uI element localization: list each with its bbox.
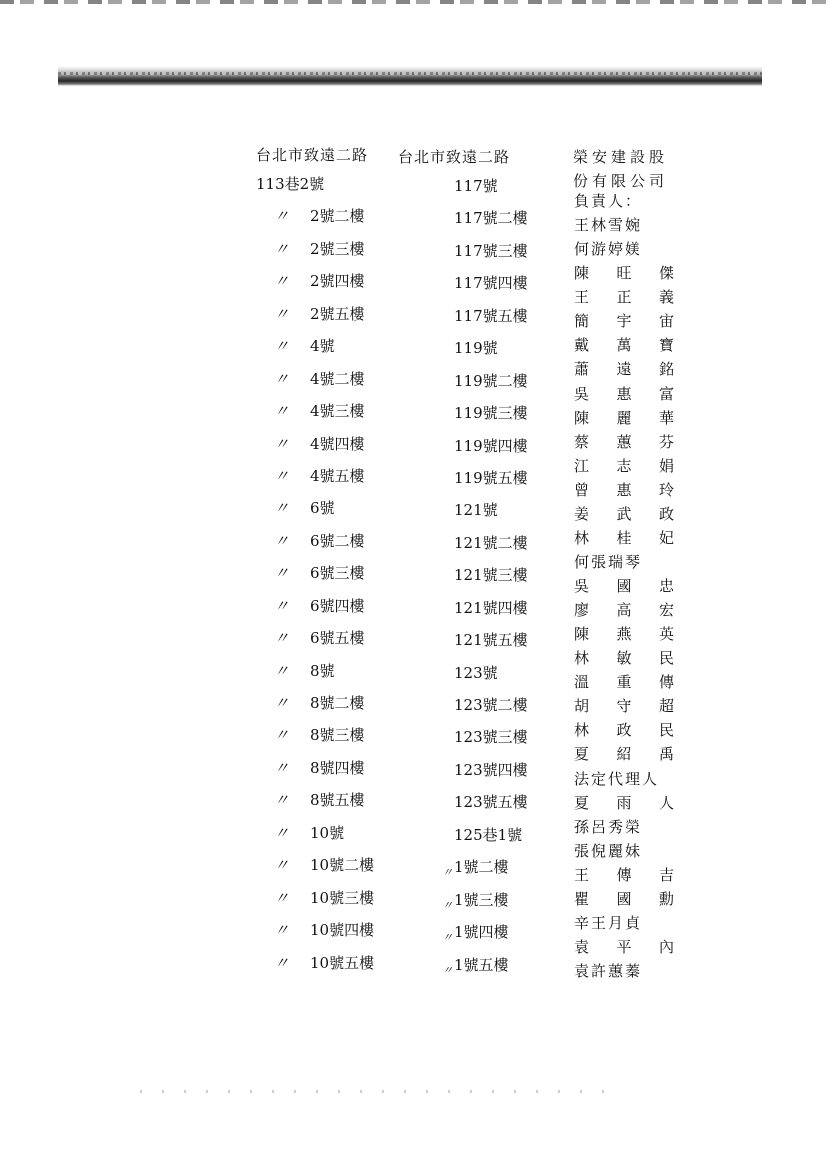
name-char: 寶 — [658, 336, 674, 355]
address-row — [256, 882, 416, 914]
ditto-mark: 〃 — [274, 661, 290, 680]
address-text: 4號三樓 — [310, 402, 365, 421]
ditto-mark: 〃 — [274, 239, 290, 258]
owner-name: 袁許蕙蓁 — [574, 962, 643, 980]
name-char: 傑 — [658, 264, 674, 283]
address-text: 2號二樓 — [310, 207, 365, 226]
address-text: 1號五樓 — [454, 955, 509, 974]
ditto-mark: 〃 — [274, 402, 290, 421]
name-char: 富 — [658, 384, 674, 403]
ditto-mark: 〃 — [274, 207, 290, 226]
address-row — [454, 657, 574, 689]
address-row — [454, 819, 574, 851]
address-text: 10號五樓 — [310, 953, 375, 972]
name-char: 姜 — [574, 504, 590, 523]
address-text: 121號二樓 — [454, 533, 528, 552]
owner-name — [574, 526, 674, 550]
name-char: 內 — [658, 937, 674, 956]
owner-name — [574, 791, 674, 815]
owner-name: 何游婷媄 — [574, 240, 643, 259]
owner-name — [574, 670, 674, 694]
address-row — [454, 527, 574, 559]
name-char: 燕 — [616, 625, 632, 644]
address-text: 4號五樓 — [310, 466, 365, 485]
address-text: 113巷2號 — [256, 175, 325, 193]
header-rule — [58, 66, 762, 86]
name-char: 芬 — [658, 432, 674, 451]
address-text: 119號五樓 — [454, 468, 528, 487]
name-char: 蔡 — [574, 432, 590, 451]
address-text: 10號三樓 — [310, 888, 375, 907]
owner-name-list — [574, 189, 674, 983]
name-char: 宇 — [616, 312, 632, 331]
ditto-mark: 〃 — [274, 823, 290, 842]
name-char: 銘 — [658, 360, 674, 379]
address-row — [442, 916, 574, 948]
ditto-mark: 〃 — [274, 531, 290, 550]
owner-name: 辛王月貞 — [574, 913, 643, 932]
name-char: 林 — [574, 528, 590, 547]
name-char: 政 — [616, 721, 632, 740]
name-char: 蕭 — [574, 360, 590, 379]
address-row — [454, 559, 574, 591]
ditto-mark: 〃 — [274, 564, 290, 583]
owner-name — [574, 694, 674, 718]
ditto-mark: 〃 — [274, 726, 290, 745]
name-char: 志 — [616, 456, 632, 475]
name-char: 夏 — [574, 745, 590, 764]
ditto-mark: 〃 — [274, 791, 290, 810]
owner-name: 孫呂秀榮 — [574, 817, 643, 836]
address-row — [454, 267, 574, 299]
name-char: 政 — [658, 504, 674, 523]
address-row — [256, 428, 416, 460]
address-row — [256, 233, 416, 265]
address-text: 119號二樓 — [454, 371, 528, 390]
name-char: 民 — [658, 721, 674, 740]
name-char: 桂 — [616, 528, 632, 547]
address-text: 10號四樓 — [310, 921, 375, 940]
name-char: 惠 — [616, 480, 632, 499]
name-char: 勳 — [658, 889, 674, 908]
address-text: 6號 — [310, 499, 335, 518]
address-row — [256, 168, 416, 200]
name-char: 江 — [574, 456, 590, 475]
address-row — [454, 786, 574, 818]
address-row — [256, 622, 416, 654]
ditto-mark: 〃 — [274, 758, 290, 777]
address-row — [442, 949, 574, 981]
address-row — [256, 590, 416, 622]
name-char: 旺 — [616, 264, 632, 283]
address-text: 123號三樓 — [454, 728, 528, 747]
address-text: 117號 — [454, 177, 498, 195]
name-char: 高 — [616, 601, 632, 620]
ditto-mark: 〃 — [274, 694, 290, 712]
scan-bottom-specks — [140, 1090, 620, 1093]
address-column-1 — [256, 168, 416, 979]
company-line-1: 榮安建設股 — [573, 148, 669, 166]
address-row — [454, 721, 574, 753]
name-char: 瞿 — [574, 889, 590, 908]
ditto-mark: 〃 — [274, 953, 290, 972]
name-char: 義 — [658, 288, 674, 307]
address-row — [454, 202, 574, 234]
name-char: 遠 — [616, 360, 632, 379]
ditto-mark: 〃 — [274, 921, 290, 940]
address-text: 6號四樓 — [310, 596, 365, 615]
address-text: 10號 — [310, 823, 345, 842]
address-text: 8號 — [310, 661, 335, 680]
company-name — [573, 145, 668, 193]
address-row — [442, 884, 574, 916]
name-char: 溫 — [574, 673, 590, 692]
name-char: 陳 — [574, 264, 590, 283]
col1-street-header: 台北市致遠二路 — [256, 146, 369, 164]
name-char: 吉 — [658, 865, 674, 884]
address-text: 119號 — [454, 339, 498, 358]
legal-representative-label: 法定代理人 — [574, 769, 660, 788]
name-char: 陳 — [574, 625, 590, 644]
address-row — [256, 395, 416, 427]
name-char: 戴 — [574, 336, 590, 355]
address-text: 8號二樓 — [310, 694, 365, 712]
address-row — [256, 687, 416, 719]
address-text: 121號三樓 — [454, 566, 528, 585]
owner-name: 張倪麗妹 — [574, 841, 643, 860]
name-char: 忠 — [658, 577, 674, 595]
owner-name — [574, 622, 674, 646]
address-text: 2號五樓 — [310, 304, 365, 323]
address-text: 4號四樓 — [310, 434, 365, 453]
address-row — [454, 624, 574, 656]
owner-name — [574, 430, 674, 454]
ditto-mark: 〃 — [274, 499, 290, 518]
name-char: 吳 — [574, 384, 590, 403]
address-row — [256, 849, 416, 881]
name-char: 王 — [574, 865, 590, 884]
address-text: 117號三樓 — [454, 241, 528, 260]
address-text: 1號三樓 — [454, 890, 509, 909]
name-char: 萬 — [616, 336, 632, 355]
ditto-mark: 〃 — [442, 931, 453, 945]
scan-top-edge — [0, 0, 832, 4]
address-row — [454, 754, 574, 786]
owner-name — [574, 333, 674, 357]
address-row — [256, 817, 416, 849]
owner-name — [574, 309, 674, 333]
owner-name — [574, 742, 674, 766]
name-char: 武 — [616, 504, 632, 523]
owner-name — [574, 406, 674, 430]
company-line-2: 份有限公司 — [573, 172, 669, 190]
address-text: 8號三樓 — [310, 726, 365, 745]
address-row — [454, 332, 574, 364]
ditto-mark: 〃 — [442, 898, 453, 912]
name-char: 平 — [616, 937, 632, 956]
address-row — [256, 525, 416, 557]
address-row — [256, 200, 416, 232]
address-text: 4號 — [310, 337, 335, 356]
name-char: 林 — [574, 649, 590, 668]
address-text: 123號二樓 — [454, 696, 528, 714]
address-row — [256, 947, 416, 979]
name-char: 正 — [616, 288, 632, 307]
name-char: 華 — [658, 408, 674, 427]
address-row — [454, 430, 574, 462]
ditto-mark: 〃 — [274, 304, 290, 323]
address-text: 2號四樓 — [310, 272, 365, 291]
name-char: 紹 — [616, 745, 632, 764]
address-text: 1號四樓 — [454, 923, 509, 942]
address-row — [256, 330, 416, 362]
name-char: 國 — [616, 889, 632, 908]
name-char: 廖 — [574, 601, 590, 620]
address-text: 119號四樓 — [454, 436, 528, 455]
name-char: 民 — [658, 649, 674, 668]
owner-name — [574, 574, 674, 598]
address-text: 123號五樓 — [454, 793, 528, 812]
name-char: 蕙 — [616, 432, 632, 451]
col2-street-header: 台北市致遠二路 — [398, 148, 511, 166]
name-char: 王 — [574, 288, 590, 307]
name-char: 宏 — [658, 601, 674, 620]
address-row — [454, 592, 574, 624]
address-column-2 — [442, 170, 574, 981]
name-char: 惠 — [616, 384, 632, 403]
address-row — [256, 557, 416, 589]
owner-name — [574, 478, 674, 502]
address-row — [454, 365, 574, 397]
ditto-mark: 〃 — [274, 856, 290, 875]
address-row — [256, 752, 416, 784]
ditto-mark: 〃 — [442, 963, 453, 977]
address-row — [256, 460, 416, 492]
name-char: 英 — [658, 625, 674, 644]
address-text: 125巷1號 — [454, 825, 523, 844]
name-char: 禹 — [658, 745, 674, 764]
owner-name — [574, 285, 674, 309]
address-row — [256, 492, 416, 524]
address-row — [256, 655, 416, 687]
address-row — [454, 397, 574, 429]
name-char: 傳 — [616, 865, 632, 884]
address-row — [454, 300, 574, 332]
ditto-mark: 〃 — [274, 888, 290, 907]
ditto-mark: 〃 — [274, 337, 290, 356]
name-char: 夏 — [574, 793, 590, 812]
owner-name — [574, 598, 674, 622]
name-char: 國 — [616, 577, 632, 595]
address-text: 10號二樓 — [310, 856, 375, 875]
address-text: 117號二樓 — [454, 209, 528, 228]
owner-name — [574, 718, 674, 742]
name-char: 守 — [616, 697, 632, 716]
address-text: 123號四樓 — [454, 760, 528, 779]
owner-name — [574, 261, 674, 285]
address-row — [442, 851, 574, 883]
address-text: 121號五樓 — [454, 631, 528, 650]
address-row — [454, 494, 574, 526]
ditto-mark: 〃 — [274, 434, 290, 453]
ditto-mark: 〃 — [274, 272, 290, 291]
name-char: 人 — [658, 793, 674, 812]
owner-name — [574, 863, 674, 887]
name-char: 傳 — [658, 673, 674, 692]
name-char: 重 — [616, 673, 632, 692]
address-text: 1號二樓 — [454, 858, 509, 877]
ditto-mark: 〃 — [274, 596, 290, 615]
address-text: 4號二樓 — [310, 369, 365, 388]
address-text: 117號四樓 — [454, 274, 528, 293]
address-row — [256, 914, 416, 946]
name-char: 吳 — [574, 577, 590, 595]
address-row — [454, 170, 574, 202]
name-char: 曾 — [574, 480, 590, 499]
owner-name — [574, 502, 674, 526]
address-row — [256, 784, 416, 816]
owner-name — [574, 382, 674, 406]
address-text: 2號三樓 — [310, 239, 365, 258]
name-char: 玲 — [658, 480, 674, 499]
owner-name — [574, 357, 674, 381]
ditto-mark: 〃 — [442, 866, 453, 880]
owner-name — [574, 454, 674, 478]
address-text: 121號 — [454, 501, 498, 520]
owner-name — [574, 935, 674, 959]
address-row — [256, 719, 416, 751]
address-row — [256, 265, 416, 297]
address-row — [256, 298, 416, 330]
ditto-mark: 〃 — [274, 629, 290, 648]
address-text: 117號五樓 — [454, 306, 528, 325]
name-char: 林 — [574, 721, 590, 740]
name-char: 宙 — [658, 312, 674, 331]
name-char: 敏 — [616, 649, 632, 668]
ditto-mark: 〃 — [274, 369, 290, 388]
address-text: 8號五樓 — [310, 791, 365, 810]
address-row — [454, 689, 574, 721]
address-text: 6號二樓 — [310, 531, 365, 550]
owner-name: 何張瑞琴 — [574, 552, 643, 571]
address-text: 6號五樓 — [310, 629, 365, 648]
name-char: 陳 — [574, 408, 590, 427]
responsible-person-label: 負責人： — [574, 192, 643, 210]
address-text: 6號三樓 — [310, 564, 365, 583]
address-text: 119號三樓 — [454, 404, 528, 423]
name-char: 胡 — [574, 697, 590, 716]
address-text: 121號四樓 — [454, 598, 528, 617]
address-text: 123號 — [454, 663, 498, 682]
address-row — [454, 235, 574, 267]
owner-name — [574, 646, 674, 670]
ditto-mark: 〃 — [274, 466, 290, 485]
name-char: 袁 — [574, 937, 590, 956]
owner-name: 王林雪婉 — [574, 216, 643, 235]
name-char: 麗 — [616, 408, 632, 427]
name-char: 超 — [658, 697, 674, 716]
name-char: 娟 — [658, 456, 674, 475]
name-char: 簡 — [574, 312, 590, 331]
name-char: 妃 — [658, 528, 674, 547]
address-row — [256, 363, 416, 395]
address-text: 8號四樓 — [310, 758, 365, 777]
name-char: 雨 — [616, 793, 632, 812]
address-row — [454, 462, 574, 494]
owner-name — [574, 887, 674, 911]
